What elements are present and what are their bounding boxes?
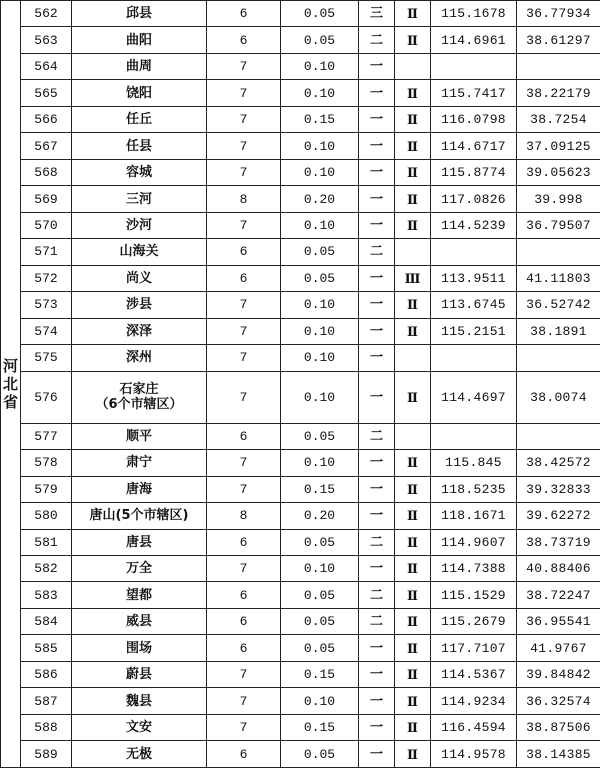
seismic-intensity-cell: 6 bbox=[207, 265, 281, 291]
latitude-cell: 38.22179 bbox=[517, 80, 600, 106]
table-row bbox=[1, 27, 600, 53]
longitude-cell: 114.9607 bbox=[431, 529, 517, 555]
latitude-cell: 38.7254 bbox=[517, 106, 600, 132]
row-number-cell: 575 bbox=[21, 345, 72, 371]
design-group-cell: 一 bbox=[359, 133, 395, 159]
peak-acceleration-cell: 0.05 bbox=[281, 423, 359, 449]
table-row bbox=[1, 476, 600, 502]
design-group-cell: 二 bbox=[359, 582, 395, 608]
row-number-cell: 566 bbox=[21, 106, 72, 132]
county-name-cell: 曲阳 bbox=[72, 27, 207, 53]
table-row bbox=[1, 292, 600, 318]
seismic-intensity-cell: 7 bbox=[207, 371, 281, 423]
longitude-cell: 114.4697 bbox=[431, 371, 517, 423]
site-class-cell: Ⅱ bbox=[395, 688, 431, 714]
peak-acceleration-cell: 0.10 bbox=[281, 371, 359, 423]
peak-acceleration-cell: 0.15 bbox=[281, 106, 359, 132]
site-class-cell: Ⅱ bbox=[395, 27, 431, 53]
row-number-cell: 586 bbox=[21, 661, 72, 687]
peak-acceleration-cell: 0.10 bbox=[281, 450, 359, 476]
longitude-cell: 115.7417 bbox=[431, 80, 517, 106]
table-row bbox=[1, 450, 600, 476]
peak-acceleration-cell: 0.05 bbox=[281, 582, 359, 608]
longitude-cell: 117.0826 bbox=[431, 186, 517, 212]
seismic-intensity-cell: 6 bbox=[207, 529, 281, 555]
row-number-cell: 579 bbox=[21, 476, 72, 502]
county-name-cell: 沙河 bbox=[72, 212, 207, 238]
longitude-cell: 113.9511 bbox=[431, 265, 517, 291]
seismic-intensity-cell: 7 bbox=[207, 318, 281, 344]
peak-acceleration-cell: 0.05 bbox=[281, 239, 359, 265]
design-group-cell: 一 bbox=[359, 371, 395, 423]
province-cell bbox=[1, 1, 21, 768]
latitude-cell: 36.52742 bbox=[517, 292, 600, 318]
design-group-cell: 二 bbox=[359, 608, 395, 634]
latitude-cell: 39.84842 bbox=[517, 661, 600, 687]
county-name-cell: 尚义 bbox=[72, 265, 207, 291]
design-group-cell: 一 bbox=[359, 212, 395, 238]
peak-acceleration-cell: 0.10 bbox=[281, 53, 359, 79]
design-group-cell: 一 bbox=[359, 450, 395, 476]
county-name-cell: 山海关 bbox=[72, 239, 207, 265]
site-class-cell: Ⅲ bbox=[395, 265, 431, 291]
latitude-cell: 37.09125 bbox=[517, 133, 600, 159]
seismic-intensity-cell: 6 bbox=[207, 741, 281, 768]
county-name-cell: 肃宁 bbox=[72, 450, 207, 476]
latitude-cell: 36.32574 bbox=[517, 688, 600, 714]
row-number-cell: 564 bbox=[21, 53, 72, 79]
site-class-cell: Ⅱ bbox=[395, 186, 431, 212]
seismic-intensity-cell: 7 bbox=[207, 345, 281, 371]
seismic-intensity-cell: 7 bbox=[207, 212, 281, 238]
row-number-cell: 570 bbox=[21, 212, 72, 238]
latitude-cell: 38.14385 bbox=[517, 741, 600, 768]
longitude-cell: 115.8774 bbox=[431, 159, 517, 185]
county-name-cell: 魏县 bbox=[72, 688, 207, 714]
province-label: 河北省 bbox=[2, 357, 18, 411]
site-class-cell: Ⅱ bbox=[395, 608, 431, 634]
row-number-cell: 582 bbox=[21, 556, 72, 582]
seismic-intensity-cell: 8 bbox=[207, 186, 281, 212]
latitude-cell bbox=[517, 53, 600, 79]
table-row bbox=[1, 741, 600, 768]
site-class-cell: Ⅱ bbox=[395, 741, 431, 768]
table-row bbox=[1, 556, 600, 582]
site-class-cell: Ⅱ bbox=[395, 133, 431, 159]
peak-acceleration-cell: 0.05 bbox=[281, 635, 359, 661]
county-name-cell: 望都 bbox=[72, 582, 207, 608]
longitude-cell: 115.2151 bbox=[431, 318, 517, 344]
county-name-cell: 深州 bbox=[72, 345, 207, 371]
table-row bbox=[1, 371, 600, 423]
latitude-cell: 39.05623 bbox=[517, 159, 600, 185]
row-number-cell: 581 bbox=[21, 529, 72, 555]
longitude-cell: 114.9234 bbox=[431, 688, 517, 714]
table-row bbox=[1, 608, 600, 634]
design-group-cell: 一 bbox=[359, 661, 395, 687]
county-name-cell: 唐海 bbox=[72, 476, 207, 502]
table-row bbox=[1, 661, 600, 687]
design-group-cell: 一 bbox=[359, 53, 395, 79]
county-name-cell: 任县 bbox=[72, 133, 207, 159]
latitude-cell: 39.62272 bbox=[517, 503, 600, 529]
county-name-cell: 威县 bbox=[72, 608, 207, 634]
peak-acceleration-cell: 0.05 bbox=[281, 529, 359, 555]
row-number-cell: 572 bbox=[21, 265, 72, 291]
design-group-cell: 一 bbox=[359, 265, 395, 291]
row-number-cell: 574 bbox=[21, 318, 72, 344]
peak-acceleration-cell: 0.15 bbox=[281, 714, 359, 740]
seismic-intensity-cell: 6 bbox=[207, 239, 281, 265]
peak-acceleration-cell: 0.10 bbox=[281, 556, 359, 582]
peak-acceleration-cell: 0.10 bbox=[281, 688, 359, 714]
seismic-intensity-cell: 6 bbox=[207, 582, 281, 608]
latitude-cell: 36.79507 bbox=[517, 212, 600, 238]
design-group-cell: 一 bbox=[359, 635, 395, 661]
site-class-cell: Ⅱ bbox=[395, 529, 431, 555]
table-row bbox=[1, 503, 600, 529]
longitude-cell bbox=[431, 423, 517, 449]
peak-acceleration-cell: 0.10 bbox=[281, 345, 359, 371]
design-group-cell: 一 bbox=[359, 714, 395, 740]
county-name-cell: 文安 bbox=[72, 714, 207, 740]
site-class-cell: Ⅱ bbox=[395, 556, 431, 582]
county-name-cell: 任丘 bbox=[72, 106, 207, 132]
seismic-intensity-cell: 7 bbox=[207, 476, 281, 502]
peak-acceleration-cell: 0.20 bbox=[281, 503, 359, 529]
row-number-cell: 573 bbox=[21, 292, 72, 318]
row-number-cell: 565 bbox=[21, 80, 72, 106]
design-group-cell: 二 bbox=[359, 529, 395, 555]
seismic-intensity-cell: 7 bbox=[207, 80, 281, 106]
row-number-cell: 569 bbox=[21, 186, 72, 212]
row-number-cell: 577 bbox=[21, 423, 72, 449]
table-row bbox=[1, 345, 600, 371]
site-class-cell: Ⅱ bbox=[395, 106, 431, 132]
row-number-cell: 589 bbox=[21, 741, 72, 768]
table-row bbox=[1, 212, 600, 238]
latitude-cell: 38.73719 bbox=[517, 529, 600, 555]
seismic-intensity-cell: 6 bbox=[207, 608, 281, 634]
design-group-cell: 一 bbox=[359, 292, 395, 318]
row-number-cell: 583 bbox=[21, 582, 72, 608]
county-name-cell: 蔚县 bbox=[72, 661, 207, 687]
latitude-cell: 39.32833 bbox=[517, 476, 600, 502]
seismic-intensity-cell: 7 bbox=[207, 159, 281, 185]
county-name-cell: 唐山(5个市辖区) bbox=[72, 503, 207, 529]
table-row bbox=[1, 186, 600, 212]
site-class-cell: Ⅱ bbox=[395, 80, 431, 106]
latitude-cell: 41.9767 bbox=[517, 635, 600, 661]
county-name-cell: 邱县 bbox=[72, 1, 207, 27]
seismic-intensity-cell: 7 bbox=[207, 53, 281, 79]
longitude-cell: 114.5367 bbox=[431, 661, 517, 687]
county-name-cell: 顺平 bbox=[72, 423, 207, 449]
site-class-cell: Ⅱ bbox=[395, 582, 431, 608]
longitude-cell: 113.6745 bbox=[431, 292, 517, 318]
county-name-cell: 石家庄 （6个市辖区） bbox=[72, 371, 207, 423]
site-class-cell: Ⅱ bbox=[395, 661, 431, 687]
county-name-cell: 涉县 bbox=[72, 292, 207, 318]
site-class-cell bbox=[395, 345, 431, 371]
peak-acceleration-cell: 0.05 bbox=[281, 265, 359, 291]
county-name-cell: 围场 bbox=[72, 635, 207, 661]
county-name-cell: 饶阳 bbox=[72, 80, 207, 106]
peak-acceleration-cell: 0.10 bbox=[281, 318, 359, 344]
longitude-cell: 114.5239 bbox=[431, 212, 517, 238]
latitude-cell: 38.72247 bbox=[517, 582, 600, 608]
table-row bbox=[1, 133, 600, 159]
row-number-cell: 576 bbox=[21, 371, 72, 423]
county-name-cell: 深泽 bbox=[72, 318, 207, 344]
site-class-cell: Ⅱ bbox=[395, 450, 431, 476]
design-group-cell: 三 bbox=[359, 1, 395, 27]
longitude-cell: 117.7107 bbox=[431, 635, 517, 661]
site-class-cell: Ⅱ bbox=[395, 292, 431, 318]
peak-acceleration-cell: 0.10 bbox=[281, 159, 359, 185]
seismic-intensity-cell: 7 bbox=[207, 292, 281, 318]
latitude-cell: 36.77934 bbox=[517, 1, 600, 27]
longitude-cell: 114.6961 bbox=[431, 27, 517, 53]
table-row bbox=[1, 239, 600, 265]
design-group-cell: 一 bbox=[359, 80, 395, 106]
design-group-cell: 二 bbox=[359, 239, 395, 265]
latitude-cell: 41.11803 bbox=[517, 265, 600, 291]
seismic-intensity-cell: 7 bbox=[207, 714, 281, 740]
design-group-cell: 一 bbox=[359, 186, 395, 212]
row-number-cell: 580 bbox=[21, 503, 72, 529]
peak-acceleration-cell: 0.10 bbox=[281, 292, 359, 318]
peak-acceleration-cell: 0.05 bbox=[281, 1, 359, 27]
site-class-cell bbox=[395, 423, 431, 449]
row-number-cell: 584 bbox=[21, 608, 72, 634]
site-class-cell: Ⅱ bbox=[395, 318, 431, 344]
site-class-cell: Ⅱ bbox=[395, 503, 431, 529]
seismic-intensity-cell: 7 bbox=[207, 688, 281, 714]
table-row bbox=[1, 318, 600, 344]
seismic-intensity-cell: 6 bbox=[207, 1, 281, 27]
seismic-intensity-cell: 7 bbox=[207, 450, 281, 476]
site-class-cell: Ⅱ bbox=[395, 476, 431, 502]
site-class-cell: Ⅱ bbox=[395, 635, 431, 661]
design-group-cell: 一 bbox=[359, 318, 395, 344]
site-class-cell: Ⅱ bbox=[395, 159, 431, 185]
longitude-cell bbox=[431, 53, 517, 79]
latitude-cell: 38.0074 bbox=[517, 371, 600, 423]
seismic-intensity-cell: 7 bbox=[207, 106, 281, 132]
table-row bbox=[1, 265, 600, 291]
design-group-cell: 一 bbox=[359, 345, 395, 371]
latitude-cell bbox=[517, 239, 600, 265]
design-group-cell: 一 bbox=[359, 159, 395, 185]
table-row bbox=[1, 423, 600, 449]
longitude-cell: 118.1671 bbox=[431, 503, 517, 529]
latitude-cell: 38.42572 bbox=[517, 450, 600, 476]
county-name-cell: 万全 bbox=[72, 556, 207, 582]
site-class-cell: Ⅱ bbox=[395, 714, 431, 740]
peak-acceleration-cell: 0.05 bbox=[281, 741, 359, 768]
latitude-cell: 39.998 bbox=[517, 186, 600, 212]
county-name-cell: 三河 bbox=[72, 186, 207, 212]
table-row bbox=[1, 159, 600, 185]
table-row bbox=[1, 106, 600, 132]
site-class-cell bbox=[395, 53, 431, 79]
row-number-cell: 578 bbox=[21, 450, 72, 476]
longitude-cell: 115.2679 bbox=[431, 608, 517, 634]
peak-acceleration-cell: 0.10 bbox=[281, 80, 359, 106]
latitude-cell: 38.87506 bbox=[517, 714, 600, 740]
longitude-cell bbox=[431, 345, 517, 371]
seismic-intensity-cell: 8 bbox=[207, 503, 281, 529]
table-body bbox=[1, 1, 600, 768]
design-group-cell: 一 bbox=[359, 741, 395, 768]
seismic-intensity-cell: 7 bbox=[207, 661, 281, 687]
longitude-cell: 114.7388 bbox=[431, 556, 517, 582]
longitude-cell: 116.4594 bbox=[431, 714, 517, 740]
seismic-intensity-cell: 6 bbox=[207, 27, 281, 53]
design-group-cell: 二 bbox=[359, 27, 395, 53]
peak-acceleration-cell: 0.15 bbox=[281, 661, 359, 687]
seismic-intensity-cell: 6 bbox=[207, 423, 281, 449]
latitude-cell: 36.95541 bbox=[517, 608, 600, 634]
design-group-cell: 一 bbox=[359, 106, 395, 132]
row-number-cell: 562 bbox=[21, 1, 72, 27]
longitude-cell: 115.1678 bbox=[431, 1, 517, 27]
county-name-cell: 无极 bbox=[72, 741, 207, 768]
table-row bbox=[1, 53, 600, 79]
peak-acceleration-cell: 0.10 bbox=[281, 133, 359, 159]
county-name-cell: 唐县 bbox=[72, 529, 207, 555]
peak-acceleration-cell: 0.10 bbox=[281, 212, 359, 238]
row-number-cell: 571 bbox=[21, 239, 72, 265]
county-name-cell: 曲周 bbox=[72, 53, 207, 79]
longitude-cell: 114.6717 bbox=[431, 133, 517, 159]
peak-acceleration-cell: 0.15 bbox=[281, 476, 359, 502]
design-group-cell: 二 bbox=[359, 423, 395, 449]
latitude-cell: 38.61297 bbox=[517, 27, 600, 53]
longitude-cell: 114.9578 bbox=[431, 741, 517, 768]
table-row bbox=[1, 635, 600, 661]
row-number-cell: 585 bbox=[21, 635, 72, 661]
longitude-cell: 118.5235 bbox=[431, 476, 517, 502]
design-group-cell: 一 bbox=[359, 556, 395, 582]
design-group-cell: 一 bbox=[359, 688, 395, 714]
latitude-cell bbox=[517, 423, 600, 449]
peak-acceleration-cell: 0.05 bbox=[281, 27, 359, 53]
table-row bbox=[1, 714, 600, 740]
table-row bbox=[1, 688, 600, 714]
longitude-cell: 115.1529 bbox=[431, 582, 517, 608]
site-class-cell: Ⅱ bbox=[395, 1, 431, 27]
longitude-cell bbox=[431, 239, 517, 265]
table-row bbox=[1, 1, 600, 27]
table-row bbox=[1, 80, 600, 106]
seismic-intensity-cell: 6 bbox=[207, 635, 281, 661]
site-class-cell: Ⅱ bbox=[395, 371, 431, 423]
row-number-cell: 568 bbox=[21, 159, 72, 185]
site-class-cell bbox=[395, 239, 431, 265]
design-group-cell: 一 bbox=[359, 476, 395, 502]
seismic-intensity-cell: 7 bbox=[207, 133, 281, 159]
row-number-cell: 588 bbox=[21, 714, 72, 740]
latitude-cell: 38.1891 bbox=[517, 318, 600, 344]
row-number-cell: 563 bbox=[21, 27, 72, 53]
latitude-cell: 40.88406 bbox=[517, 556, 600, 582]
latitude-cell bbox=[517, 345, 600, 371]
peak-acceleration-cell: 0.20 bbox=[281, 186, 359, 212]
table-row bbox=[1, 582, 600, 608]
county-name-cell: 容城 bbox=[72, 159, 207, 185]
design-group-cell: 一 bbox=[359, 503, 395, 529]
row-number-cell: 587 bbox=[21, 688, 72, 714]
seismic-intensity-cell: 7 bbox=[207, 556, 281, 582]
row-number-cell: 567 bbox=[21, 133, 72, 159]
site-class-cell: Ⅱ bbox=[395, 212, 431, 238]
longitude-cell: 115.845 bbox=[431, 450, 517, 476]
peak-acceleration-cell: 0.05 bbox=[281, 608, 359, 634]
longitude-cell: 116.0798 bbox=[431, 106, 517, 132]
table-row bbox=[1, 529, 600, 555]
